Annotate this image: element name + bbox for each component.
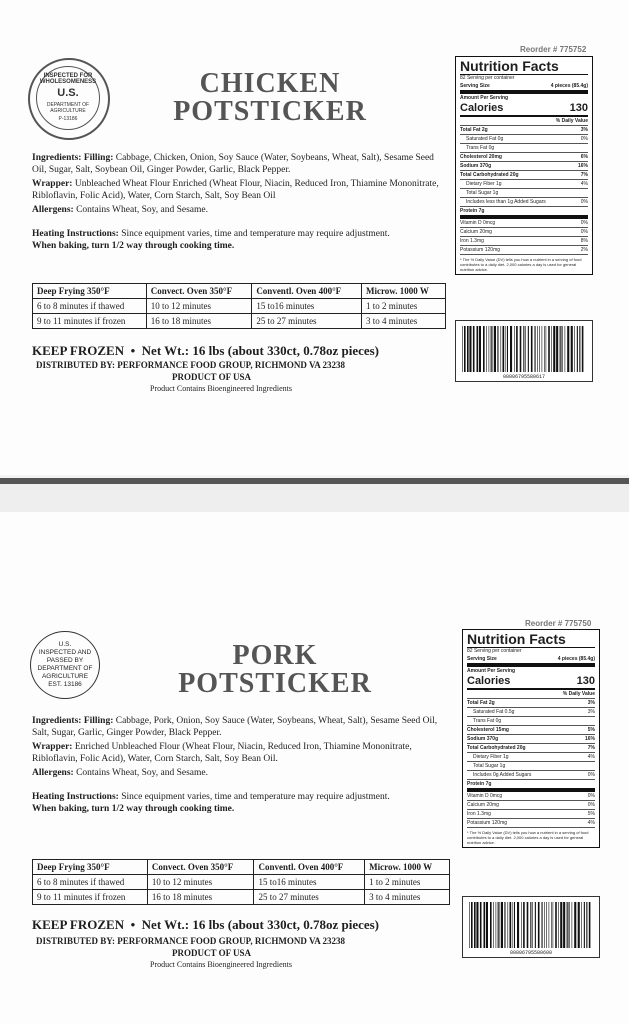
table-header: Conventl. Oven 400°F	[254, 860, 365, 875]
seal-est-text: P-13186	[58, 116, 78, 122]
barcode-bars-icon	[469, 902, 593, 948]
product-title	[150, 70, 390, 126]
nutrient-row	[467, 699, 595, 708]
amount-per-serving: Amount Per Serving	[460, 95, 509, 101]
nutrient-row	[460, 207, 588, 219]
nutrient-dv: 2%	[580, 247, 588, 253]
nutrient-dv: 6%	[580, 154, 588, 160]
nutrient-row	[467, 810, 595, 819]
nutrient-row	[467, 762, 595, 771]
daily-value-header: % Daily Value	[460, 117, 588, 126]
ingredients-block	[32, 152, 447, 252]
nutrient-dv: 5%	[587, 811, 595, 817]
nutrient-row	[467, 753, 595, 762]
nutrition-title: Nutrition Facts	[460, 59, 588, 75]
table-cell: 10 to 12 minutes	[147, 875, 254, 890]
table-cell: 25 to 27 minutes	[252, 314, 362, 329]
daily-value-header: % Daily Value	[467, 690, 595, 699]
nutrient-dv: 0%	[587, 802, 595, 808]
nutrient-row	[467, 735, 595, 744]
nutrient-label: Total Sugar 1g	[473, 763, 506, 769]
ingredients-filling: Ingredients: Filling: Cabbage, Chicken, Onion, Soy Sauce (Water, Soybeans, Wheat, Salt), Sesame Seed Oil, Sugar, Salt, Soybean Oil, Ginger Powder, Garlic, Black Pepper.	[32, 153, 434, 175]
nutrient-label: Saturated Fat 0.5g	[473, 709, 515, 715]
table-cell: 16 to 18 minutes	[147, 890, 254, 905]
nutrient-label: Total Fat 2g	[467, 700, 495, 706]
nutrient-label: Sodium 370g	[460, 163, 492, 169]
amount-per-serving: Amount Per Serving	[467, 668, 516, 674]
nutrient-label: Calcium 20mg	[460, 229, 492, 235]
nutrient-label: Vitamin D 0mcg	[467, 793, 503, 799]
nutrient-label: Includes 0g Added Sugars	[473, 772, 532, 778]
allergens: Allergens: Contains Wheat, Soy, and Sesame.	[32, 205, 208, 215]
nutrient-row	[460, 171, 588, 180]
cooking-times-table	[32, 859, 450, 905]
nutrient-row	[460, 126, 588, 135]
table-cell: 3 to 4 minutes	[365, 890, 450, 905]
nutrient-row	[467, 819, 595, 828]
product-of-usa: PRODUCT OF USA	[172, 372, 252, 382]
usda-inspection-seal	[30, 631, 100, 699]
table-header: Deep Frying 350°F	[33, 860, 148, 875]
nutrient-row	[460, 189, 588, 198]
nutrient-dv: 0%	[580, 199, 588, 205]
table-row	[33, 299, 446, 314]
barcode-bars-icon	[462, 326, 586, 372]
keep-frozen-text: KEEP FROZEN	[32, 917, 125, 932]
nutrient-dv: 3%	[587, 700, 595, 706]
baking-note: When baking, turn 1/2 way through cooking time.	[32, 804, 235, 814]
nutrient-dv: 4%	[580, 181, 588, 187]
nutrient-dv: 4%	[587, 754, 595, 760]
nutrient-rows	[460, 126, 588, 255]
nutrient-label: Total Sugar 1g	[466, 190, 499, 196]
nutrient-dv: 16%	[584, 736, 595, 742]
nutrient-label: Includes less than 1g Added Sugars	[466, 199, 546, 205]
servings-per-container: 82 Serving per container	[460, 75, 515, 81]
ingredients-block	[32, 715, 447, 815]
nutrition-footnote: * The % Daily Value (DV) tells you how a nutrient in a serving of food contributes to a daily diet. 2,000 calories a day is used for general nutrition advice.	[467, 830, 589, 845]
nutrient-label: Protein 7g	[460, 208, 485, 214]
seal-us-text: INSPECTED AND PASSED BY	[38, 649, 92, 664]
nutrient-dv: 3%	[580, 127, 588, 133]
nutrient-row	[467, 780, 595, 792]
table-cell: 25 to 27 minutes	[254, 890, 365, 905]
servings-per-container: 82 Serving per container	[467, 648, 522, 654]
nutrient-row	[460, 180, 588, 189]
net-weight-text: Net Wt.: 16 lbs (about 330ct, 0.78oz pieces)	[141, 917, 380, 932]
table-cell: 15 to16 minutes	[252, 299, 362, 314]
nutrient-label: Cholesterol 20mg	[460, 154, 502, 160]
nutrient-dv: 4%	[587, 820, 595, 826]
table-cell: 15 to16 minutes	[254, 875, 365, 890]
table-cell: 6 to 8 minutes if thawed	[33, 299, 147, 314]
net-weight-text: Net Wt.: 16 lbs (about 330ct, 0.78oz pieces)	[141, 343, 380, 358]
nutrient-dv: 3%	[587, 709, 595, 715]
serving-size-row: Serving Size 4 pieces (85.4g)	[460, 82, 588, 94]
reorder-number: Reorder # 775752	[520, 45, 587, 54]
nutrient-label: Potassium 120mg	[460, 247, 501, 253]
nutrient-row	[460, 228, 588, 237]
table-header: Microw. 1000 W	[361, 284, 445, 299]
nutrient-label: Sodium 370g	[467, 736, 499, 742]
distributor-text: DISTRIBUTED BY: PERFORMANCE FOOD GROUP, RICHMOND VA 23238	[36, 936, 346, 946]
seal-top-text: U.S.	[58, 641, 72, 648]
nutrient-row	[467, 801, 595, 810]
nutrient-row	[467, 717, 595, 726]
calories-row: Calories 130	[460, 102, 588, 117]
nutrient-row	[467, 708, 595, 717]
title-line-2: POTSTICKER	[173, 96, 367, 127]
nutrient-dv: 0%	[580, 220, 588, 226]
nutrient-label: Cholesterol 15mg	[467, 727, 509, 733]
nutrient-dv: 7%	[580, 172, 588, 178]
usda-inspection-seal	[28, 58, 110, 140]
nutrient-dv: 16%	[577, 163, 588, 169]
nutrient-dv: 7%	[587, 745, 595, 751]
title-line-1: CHICKEN	[199, 68, 341, 99]
nutrient-dv: 0%	[587, 793, 595, 799]
nutrient-label: Total Carbohydrated 20g	[460, 172, 519, 178]
title-line-2: POTSTICKER	[178, 668, 372, 699]
barcode-number: 00806795580600	[509, 950, 552, 956]
table-header: Convect. Oven 350°F	[147, 860, 254, 875]
ingredients-wrapper: Wrapper: Enriched Unbleached Flour (Wheat Flour, Niacin, Reduced Iron, Thiamine Mononitrate, Ribloflavin, Folic Acid), Water, Corn Starch, Salt, Soy Bean Oil.	[32, 742, 412, 764]
product-title	[155, 642, 395, 698]
reorder-number: Reorder # 775750	[525, 619, 592, 628]
seal-dept-text: DEPARTMENT OF AGRICULTURE	[37, 665, 93, 680]
nutrient-row	[460, 198, 588, 207]
distributor-text: DISTRIBUTED BY: PERFORMANCE FOOD GROUP, RICHMOND VA 23238	[36, 360, 346, 370]
nutrient-dv: 8%	[580, 238, 588, 244]
nutrition-facts-panel	[462, 629, 600, 848]
bioengineered-note: Product Contains Bioengineered Ingredients	[150, 384, 292, 393]
nutrient-row	[460, 219, 588, 228]
heating-instructions: Heating Instructions: Since equipment varies, time and temperature may require adjustment.	[32, 229, 390, 239]
table-header: Convect. Oven 350°F	[146, 284, 252, 299]
chicken-label-panel	[0, 0, 629, 475]
nutrient-label: Potassium 120mg	[467, 820, 508, 826]
nutrient-label: Dietary Fiber 1g	[466, 181, 502, 187]
nutrition-title: Nutrition Facts	[467, 632, 595, 648]
serving-size-row: Serving Size 4 pieces (85.4g)	[467, 655, 595, 667]
nutrition-footnote: * The % Daily Value (DV) tells you how a nutrient in a serving of food contributes to a daily diet. 2,000 calories a day is used for general nutrition advice.	[460, 257, 582, 272]
calories-row: Calories 130	[467, 675, 595, 690]
nutrient-label: Iron 1.3mg	[460, 238, 484, 244]
nutrient-label: Dietary Fiber 1g	[473, 754, 509, 760]
nutrient-row	[460, 144, 588, 153]
table-cell: 10 to 12 minutes	[146, 299, 252, 314]
nutrient-row	[460, 162, 588, 171]
seal-us-text: U.S.	[57, 87, 79, 99]
nutrient-label: Vitamin D 0mcg	[460, 220, 496, 226]
nutrient-rows	[467, 699, 595, 828]
seal-top-text: INSPECTED FOR WHOLESOMENESS	[39, 73, 97, 85]
barcode	[455, 320, 593, 382]
keep-frozen-text: KEEP FROZEN	[32, 343, 125, 358]
nutrient-label: Saturated Fat 0g	[466, 136, 504, 142]
table-cell: 9 to 11 minutes if frozen	[33, 890, 148, 905]
barcode	[462, 896, 600, 958]
barcode-number: 00806795580617	[502, 374, 545, 380]
nutrient-label: Calcium 20mg	[467, 802, 499, 808]
nutrient-label: Trans Fat 0g	[466, 145, 495, 151]
nutrient-row	[467, 744, 595, 753]
table-header: Conventl. Oven 400°F	[252, 284, 362, 299]
nutrient-dv: 0%	[587, 772, 595, 778]
table-cell: 16 to 18 minutes	[146, 314, 252, 329]
table-row	[33, 314, 446, 329]
table-cell: 1 to 2 minutes	[365, 875, 450, 890]
title-line-1: PORK	[232, 640, 318, 671]
pork-label-panel	[0, 512, 629, 1024]
ingredients-filling: Ingredients: Filling: Cabbage, Pork, Onion, Soy Sauce (Water, Soybeans, Wheat, Salt), Sesame Seed Oil, Salt, Sugar, Garlic, Ginger Powder, Black Pepper.	[32, 716, 438, 738]
nutrient-label: Protein 7g	[467, 781, 492, 787]
nutrient-label: Total Fat 2g	[460, 127, 488, 133]
nutrient-label: Total Carbohydrated 20g	[467, 745, 526, 751]
nutrient-label: Iron 1.3mg	[467, 811, 491, 817]
nutrient-row	[460, 153, 588, 162]
storage-and-weight: KEEP FROZEN • Net Wt.: 16 lbs (about 330ct, 0.78oz pieces)	[32, 343, 380, 358]
table-cell: 6 to 8 minutes if thawed	[33, 875, 148, 890]
ingredients-wrapper: Wrapper: Unbleached Wheat Flour Enriched (Wheat Flour, Niacin, Reduced Iron, Thiamine Mononitrate, Ribloflavin, Folic Acid), Water, Corn Starch, Salt, Soy Bean Oil	[32, 179, 439, 201]
baking-note: When baking, turn 1/2 way through cooking time.	[32, 241, 235, 251]
nutrient-dv: 0%	[580, 229, 588, 235]
nutrient-label: Trans Fat 0g	[473, 718, 502, 724]
seal-dept-text: DEPARTMENT OF AGRICULTURE	[46, 102, 90, 114]
table-header: Microw. 1000 W	[365, 860, 450, 875]
allergens: Allergens: Contains Wheat, Soy, and Sesame.	[32, 768, 208, 778]
nutrient-row	[460, 135, 588, 144]
cooking-times-table	[32, 283, 446, 329]
heating-instructions: Heating Instructions: Since equipment varies, time and temperature may require adjustment.	[32, 792, 390, 802]
nutrient-dv: 5%	[587, 727, 595, 733]
nutrient-row	[460, 237, 588, 246]
table-row	[33, 890, 450, 905]
table-cell: 3 to 4 minutes	[361, 314, 445, 329]
nutrient-row	[467, 792, 595, 801]
table-cell: 1 to 2 minutes	[361, 299, 445, 314]
nutrient-dv: 0%	[580, 136, 588, 142]
storage-and-weight: KEEP FROZEN • Net Wt.: 16 lbs (about 330ct, 0.78oz pieces)	[32, 917, 380, 932]
table-row	[33, 875, 450, 890]
nutrient-row	[460, 246, 588, 255]
product-of-usa: PRODUCT OF USA	[172, 948, 252, 958]
bioengineered-note: Product Contains Bioengineered Ingredients	[150, 960, 292, 969]
seal-est-text: EST. 13186	[48, 681, 82, 688]
nutrition-facts-panel	[455, 56, 593, 275]
nutrient-row	[467, 726, 595, 735]
nutrient-row	[467, 771, 595, 780]
table-header: Deep Frying 350°F	[33, 284, 147, 299]
table-cell: 9 to 11 minutes if frozen	[33, 314, 147, 329]
